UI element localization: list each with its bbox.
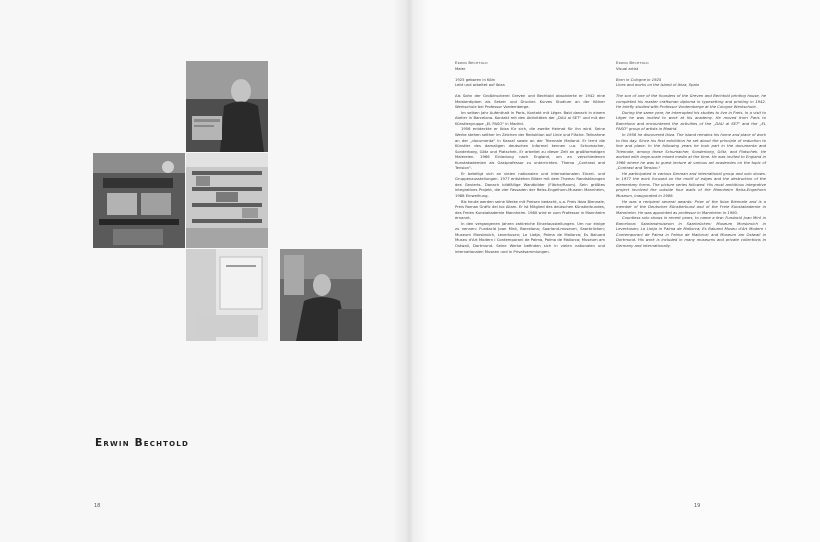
english-text-column (616, 61, 766, 250)
english-profession: Visual artist (616, 66, 639, 71)
photo-printing-press (93, 153, 185, 248)
photo-studio-shelves (186, 153, 268, 248)
german-paragraph: Als Sohn der Großdruckerei Greven und Bechtold absolvierte er 1942 eine Meisterdiplom als Setzer und Drucker. Kurzes Studium an der Kölner Werkschule bei Professor Vordemberge. (455, 94, 605, 110)
book-gutter (392, 0, 428, 542)
german-name: Erwin Bechtold (455, 61, 488, 65)
german-born: 1925 geboren in Köln (455, 77, 496, 82)
english-paragraph: He participated in various German and international group and solo shows. In 1977 the work focused on the motif of edges and the destruction of the elementary forms. The picture series followed. His most ambitious integrative project involved the outside four walls of the Mannheim Reiss-Engelhorn Museum, inaugurated in 1988. (616, 171, 766, 199)
english-paragraph: He was a recipient several awards: Prize of the Ibiza Biennale and is a member of the Deutscher Künstlerbund and of the Freie Kunstakademie in Mannheim. He was appointed as professor in Mannheim in 1980. (616, 199, 766, 215)
english-paragraph: During the same year, he interrupted his studies to live in Paris. In a visit to Léger he was invited to work at his academy. He moved from Paris to Barcelona and encountered the activities of the „DAU al SET" and the „EL PASO" group of artists in Madrid. (616, 110, 766, 132)
german-profession: Maler (455, 66, 466, 71)
english-paragraph: In 1956 he discovered Ibiza. The island remains his home and place of work to this day. Since his first exhibition he set about the principle of reduction to line and plane. In the following years he took part in the documenta and Triennale, among these Schumacher, Sonderborg, Götz, and Platschek. He worked with large-scale mixed media at the time. He was invited to England in 1966 where he was to guest lecture at various art academies on the topic of „Contrast and Tension." (616, 133, 766, 171)
page-number-right: 19 (694, 503, 701, 509)
photo-artist-portrait-top (186, 61, 268, 152)
german-paragraph: Er beteiligt sich an vielen nationalen und internationalen Einzel- und Gruppenausstellungen. 1977 entstehen Bilder mit dem Thema: Randstörungen des Gevierts. Danach bildfällige Wandbilder (Fläche/Raum). Sein größtes integratives Projekt, die vier Fassaden der Reiss-Engelhorn-Museen Mannheim, 1988 Einweihung. (455, 171, 605, 199)
photo-artist-studio (280, 249, 362, 341)
english-paragraph: Countless solo shows in recent years, to name a few: Fundació Joan Miró in Barcelona; Saarlandmuseum in Saarbrücken; Museum Morsbroich in Leverkusen; La Llotja in Palma de Mallorca; Es Baluard Museu d'Art Modern i Contemporani de Palma in Palma de Mallorca; and Museum am Ostwall in Dortmund. His work is included in many museums and private collections in Germany and internationally. (616, 216, 766, 248)
english-born: Born in Cologne in 1925 (616, 77, 662, 82)
german-paragraph: Im selben Jahr Aufenthalt in Paris, Kontakt mit Léger. Bald danach in einem Atelier in Barcelona. Kontakt mit den Aktivitäten der „DAU al SET" und mit der Künstlergruppe „EL PASO" in Madrid. (455, 110, 605, 126)
english-paragraph: The son of one of the founders of the Greven and Bechtold printing house, he completed his master craftsman diploma in typesetting and printing in 1942. He briefly studied with Professor Vordemberge at the Cologne Werkschule. (616, 94, 766, 110)
german-text-column (455, 61, 605, 255)
german-paragraph: Bis heute werden seine Werke mit Preisen bedacht, u.a. Preis Ibiza Biennale, Preis Roman Gráfic del Ivo Aliam. Er ist Mitglied des deutschen Künstlerbundes, des Freien Kunstakademie Mannheim. 1980 wird er zum Professor in Mannheim ernannt. (455, 199, 605, 221)
english-name: Erwin Bechtold (616, 61, 649, 65)
photo-artwork-detail (186, 249, 268, 341)
english-lives: Lives and works on the island of Ibiza, Spain (616, 83, 700, 88)
page-number-left: 18 (94, 503, 101, 509)
german-paragraph: In den vergangenen Jahren zahlreiche Einzelausstellungen. Um nur einige zu nennen: Fundació Joan Miró, Barcelona; Saarland-museum, Saarbrücken; Museum Morsbroich, Leverkusen; La Llotja, Palma de Mallorca; Es Baluard Museu d'Art Modern i Contemporani de Palma, Palma de Mallorca; Museum am Ostwall, Dortmund. Seine Werke befinden sich in vielen nationalen und internationalen Museen und in Privatsammlungen. (455, 221, 605, 254)
german-lives: Lebt und arbeitet auf Ibiza (455, 83, 505, 88)
artist-name-heading: Erwin Bechtold (95, 437, 189, 449)
german-paragraph: 1956 entdeckte er Ibiza für sich, die zweite Heimat für ihn wird. Seine Werke stehen seither im Zeichen der Reduktion auf Linie und Fläche. Teilnahme an der „documenta" in Kassel sowie an der Triennale Mailand. Er lernt die Künstler des damaligen deutschen Informel kennen u.a. Schumacher, Sonderborg, Götz und Platschek. Er arbeitet zu dieser Zeit an großformatigen Malereien. 1966 Einladung nach England, um an verschiedenen Kunstakademien als Gastprofessor zu unterrichten. Thema „Contrast and Tension". (455, 127, 605, 171)
